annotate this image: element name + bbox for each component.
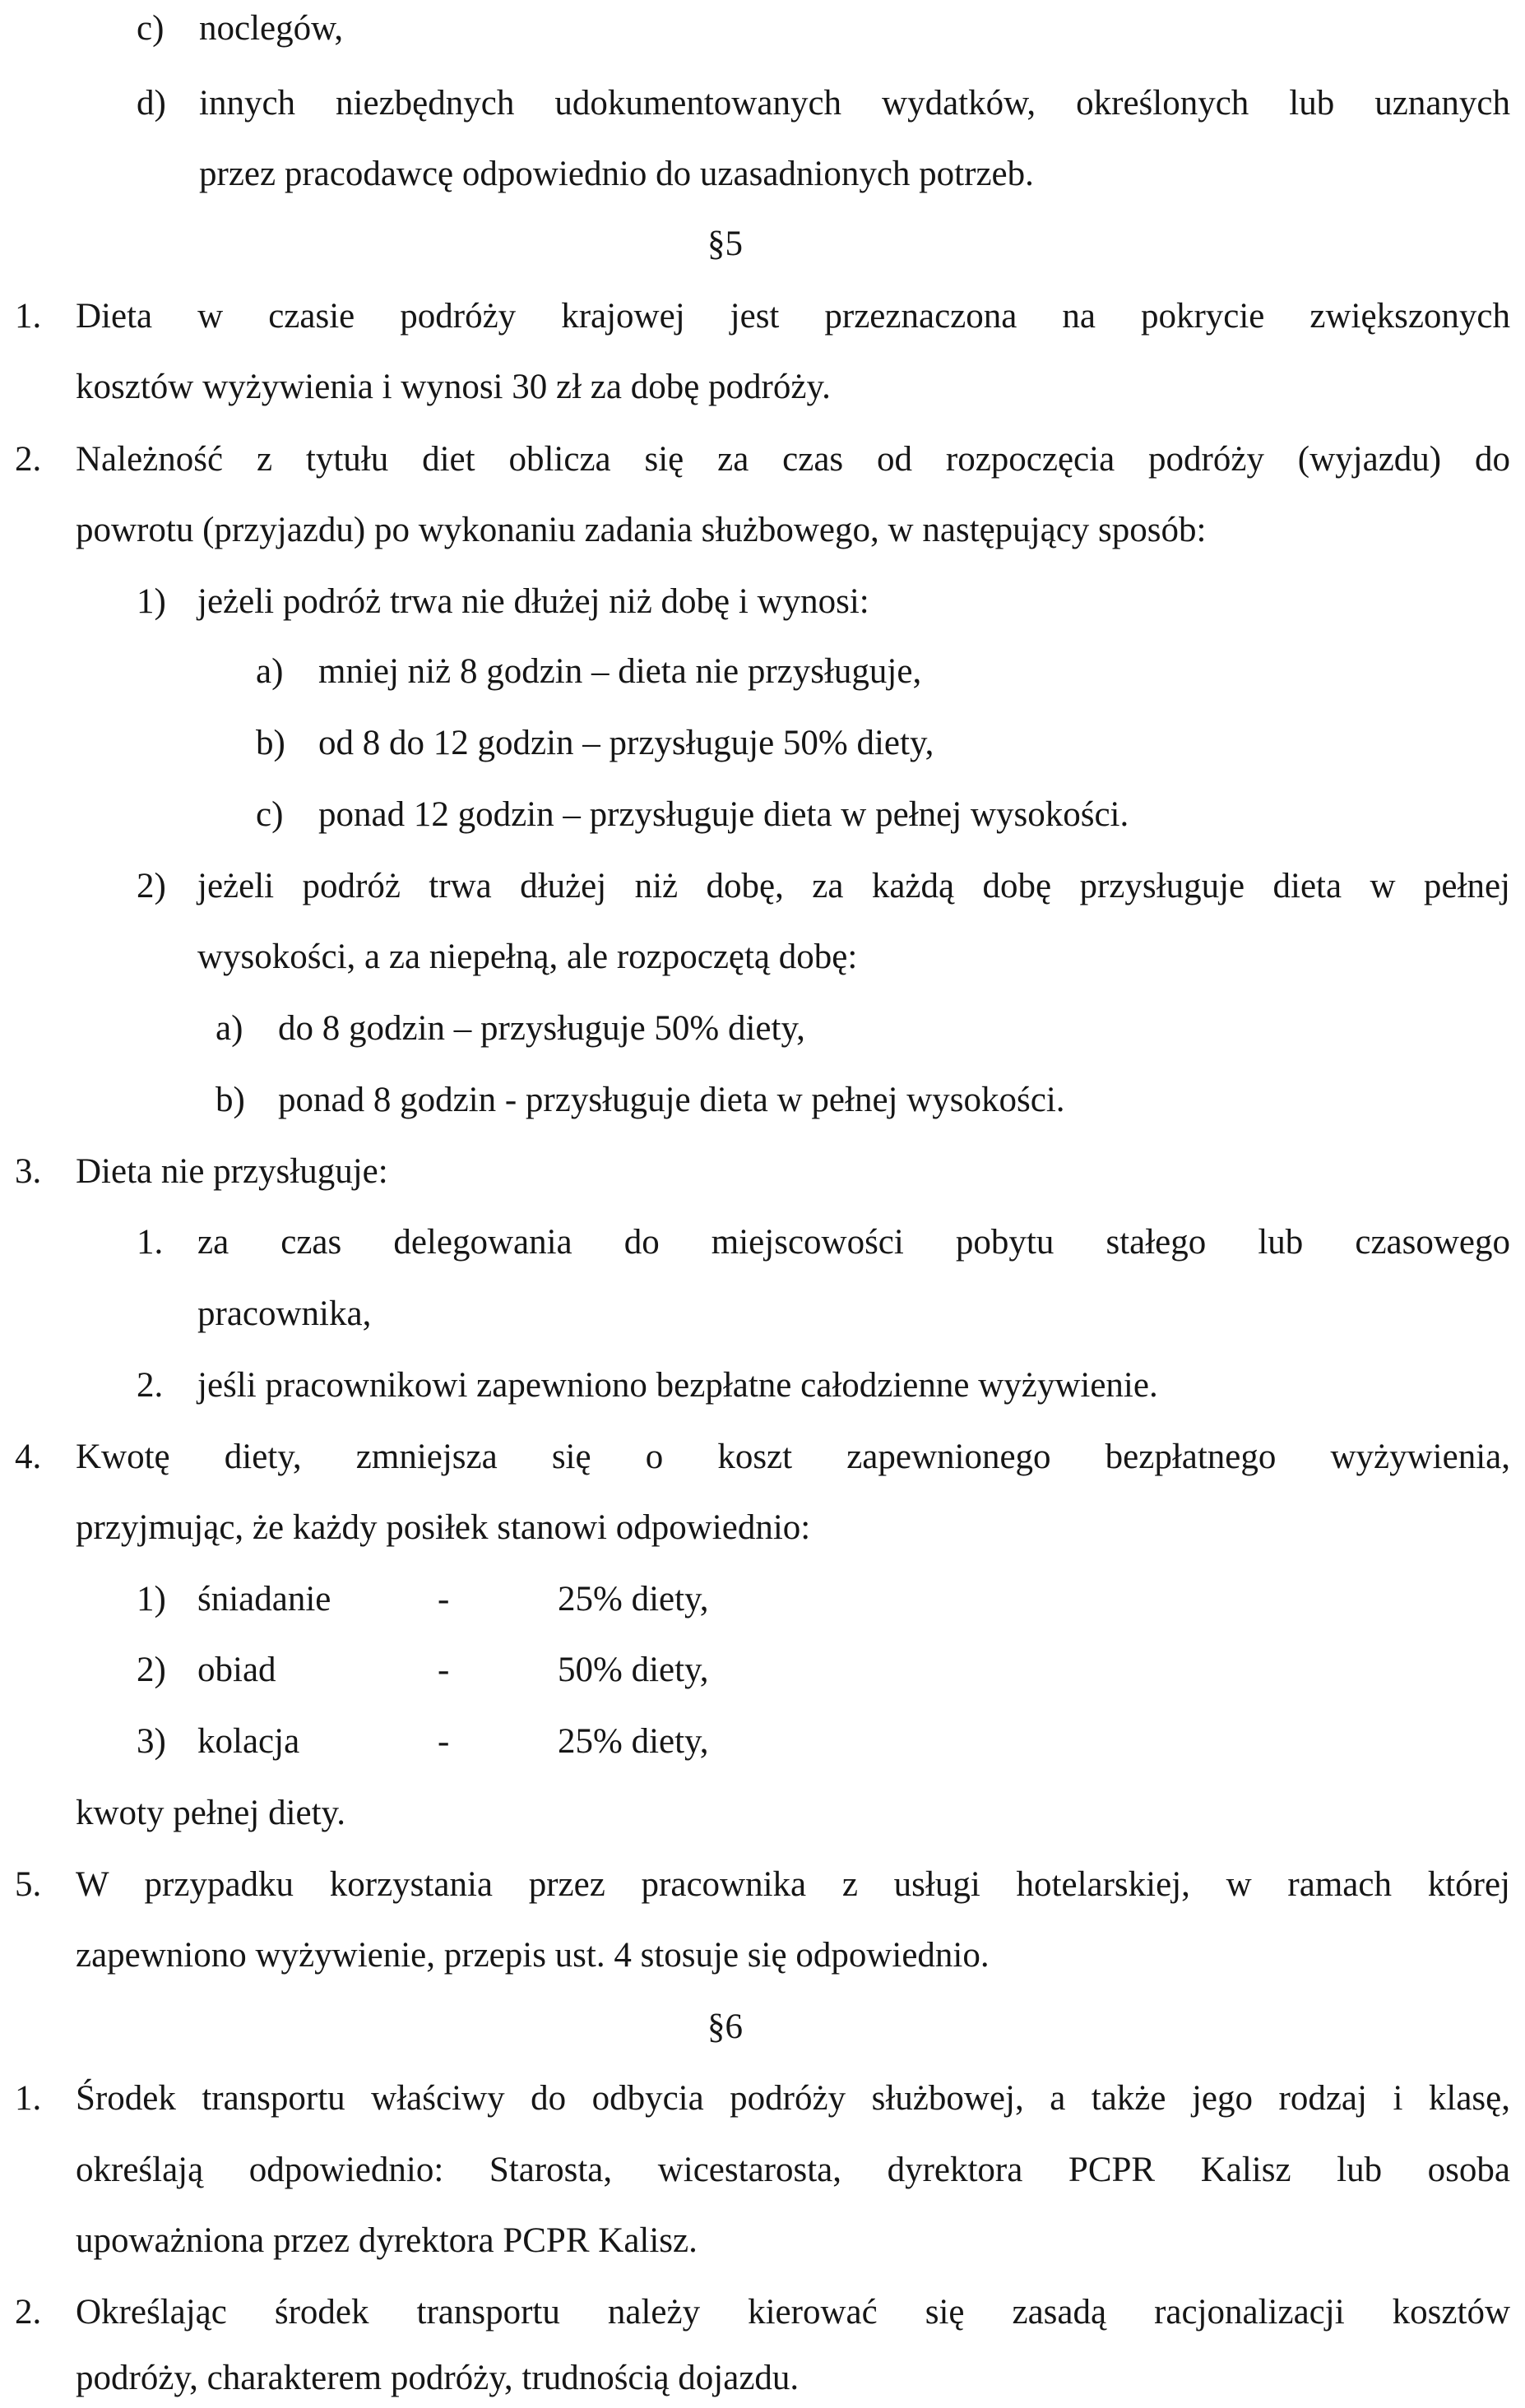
meal-value: 25% diety, (558, 1580, 709, 1618)
list-marker: 2) (137, 1651, 166, 1689)
paragraph-number: 1. (15, 297, 42, 336)
paragraph-text: Środek transportu właściwy do odbycia podróży służbowej, a także jego rodzaj i klasę, (76, 2079, 1510, 2118)
list-marker: 1. (137, 1223, 164, 1262)
list-marker: d) (137, 84, 166, 123)
list-marker: 2. (137, 1366, 164, 1405)
paragraph-text: kwoty pełnej diety. (76, 1794, 346, 1832)
list-item-text: od 8 do 12 godzin – przysługuje 50% diety, (318, 724, 934, 762)
paragraph-number: 1. (15, 2079, 42, 2118)
paragraph-text: określają odpowiednio: Starosta, wicestarosta, dyrektora PCPR Kalisz lub osoba (76, 2151, 1510, 2189)
meal-name: kolacja (197, 1722, 300, 1761)
list-marker: b) (256, 724, 285, 762)
list-marker: a) (216, 1009, 243, 1048)
paragraph-text: W przypadku korzystania przez pracownika z usługi hotelarskiej, w ramach której (76, 1865, 1510, 1904)
list-marker: 2) (137, 867, 166, 905)
section-heading: §6 (707, 2007, 743, 2046)
meal-dash: - (438, 1580, 450, 1618)
meal-value: 25% diety, (558, 1722, 709, 1761)
list-item-text: za czas delegowania do miejscowości pobytu stałego lub czasowego (197, 1223, 1510, 1262)
list-marker: c) (256, 795, 284, 834)
list-item-text: przez pracodawcę odpowiednio do uzasadnionych potrzeb. (199, 155, 1034, 193)
list-item-text: jeśli pracownikowi zapewniono bezpłatne całodzienne wyżywienie. (197, 1366, 1158, 1405)
meal-dash: - (438, 1651, 450, 1689)
paragraph-text: Dieta nie przysługuje: (76, 1152, 388, 1191)
paragraph-text: Dieta w czasie podróży krajowej jest przeznaczona na pokrycie zwiększonych (76, 297, 1510, 336)
list-marker: a) (256, 652, 284, 691)
paragraph-number: 3. (15, 1152, 42, 1191)
list-marker: c) (137, 9, 165, 48)
paragraph-number: 2. (15, 2293, 42, 2332)
paragraph-number: 2. (15, 440, 42, 479)
list-item-text: do 8 godzin – przysługuje 50% diety, (278, 1009, 805, 1048)
list-marker: 1) (137, 582, 166, 621)
paragraph-text: podróży, charakterem podróży, trudnością dojazdu. (76, 2359, 800, 2397)
paragraph-text: Określając środek transportu należy kierować się zasadą racjonalizacji kosztów (76, 2293, 1510, 2332)
paragraph-text: kosztów wyżywienia i wynosi 30 zł za dobę podróży. (76, 368, 831, 406)
list-item-text: jeżeli podróż trwa nie dłużej niż dobę i wynosi: (197, 582, 869, 621)
paragraph-text: powrotu (przyjazdu) po wykonaniu zadania służbowego, w następujący sposób: (76, 511, 1207, 549)
paragraph-text: zapewniono wyżywienie, przepis ust. 4 stosuje się odpowiednio. (76, 1936, 990, 1975)
paragraph-text: Należność z tytułu diet oblicza się za czas od rozpoczęcia podróży (wyjazdu) do (76, 440, 1510, 479)
section-heading: §5 (707, 225, 743, 263)
meal-name: obiad (197, 1651, 276, 1689)
meal-dash: - (438, 1722, 450, 1761)
paragraph-text: Kwotę diety, zmniejsza się o koszt zapewnionego bezpłatnego wyżywienia, (76, 1438, 1510, 1476)
list-marker: b) (216, 1081, 245, 1119)
list-item-text: jeżeli podróż trwa dłużej niż dobę, za każdą dobę przysługuje dieta w pełnej (197, 867, 1510, 905)
list-item-text: ponad 8 godzin - przysługuje dieta w pełnej wysokości. (278, 1081, 1065, 1119)
paragraph-text: upoważniona przez dyrektora PCPR Kalisz. (76, 2221, 698, 2260)
list-marker: 3) (137, 1722, 166, 1761)
meal-name: śniadanie (197, 1580, 331, 1618)
paragraph-text: przyjmując, że każdy posiłek stanowi odpowiednio: (76, 1508, 811, 1547)
list-marker: 1) (137, 1580, 166, 1618)
list-item-text: pracownika, (197, 1294, 372, 1333)
list-item-text: noclegów, (199, 9, 344, 48)
paragraph-number: 5. (15, 1865, 42, 1904)
list-item-text: wysokości, a za niepełną, ale rozpoczętą dobę: (197, 938, 858, 976)
paragraph-number: 4. (15, 1438, 42, 1476)
list-item-text: ponad 12 godzin – przysługuje dieta w pełnej wysokości. (318, 795, 1129, 834)
list-item-text: innych niezbędnych udokumentowanych wydatków, określonych lub uznanych (199, 84, 1510, 123)
meal-value: 50% diety, (558, 1651, 709, 1689)
list-item-text: mniej niż 8 godzin – dieta nie przysługuje, (318, 652, 922, 691)
